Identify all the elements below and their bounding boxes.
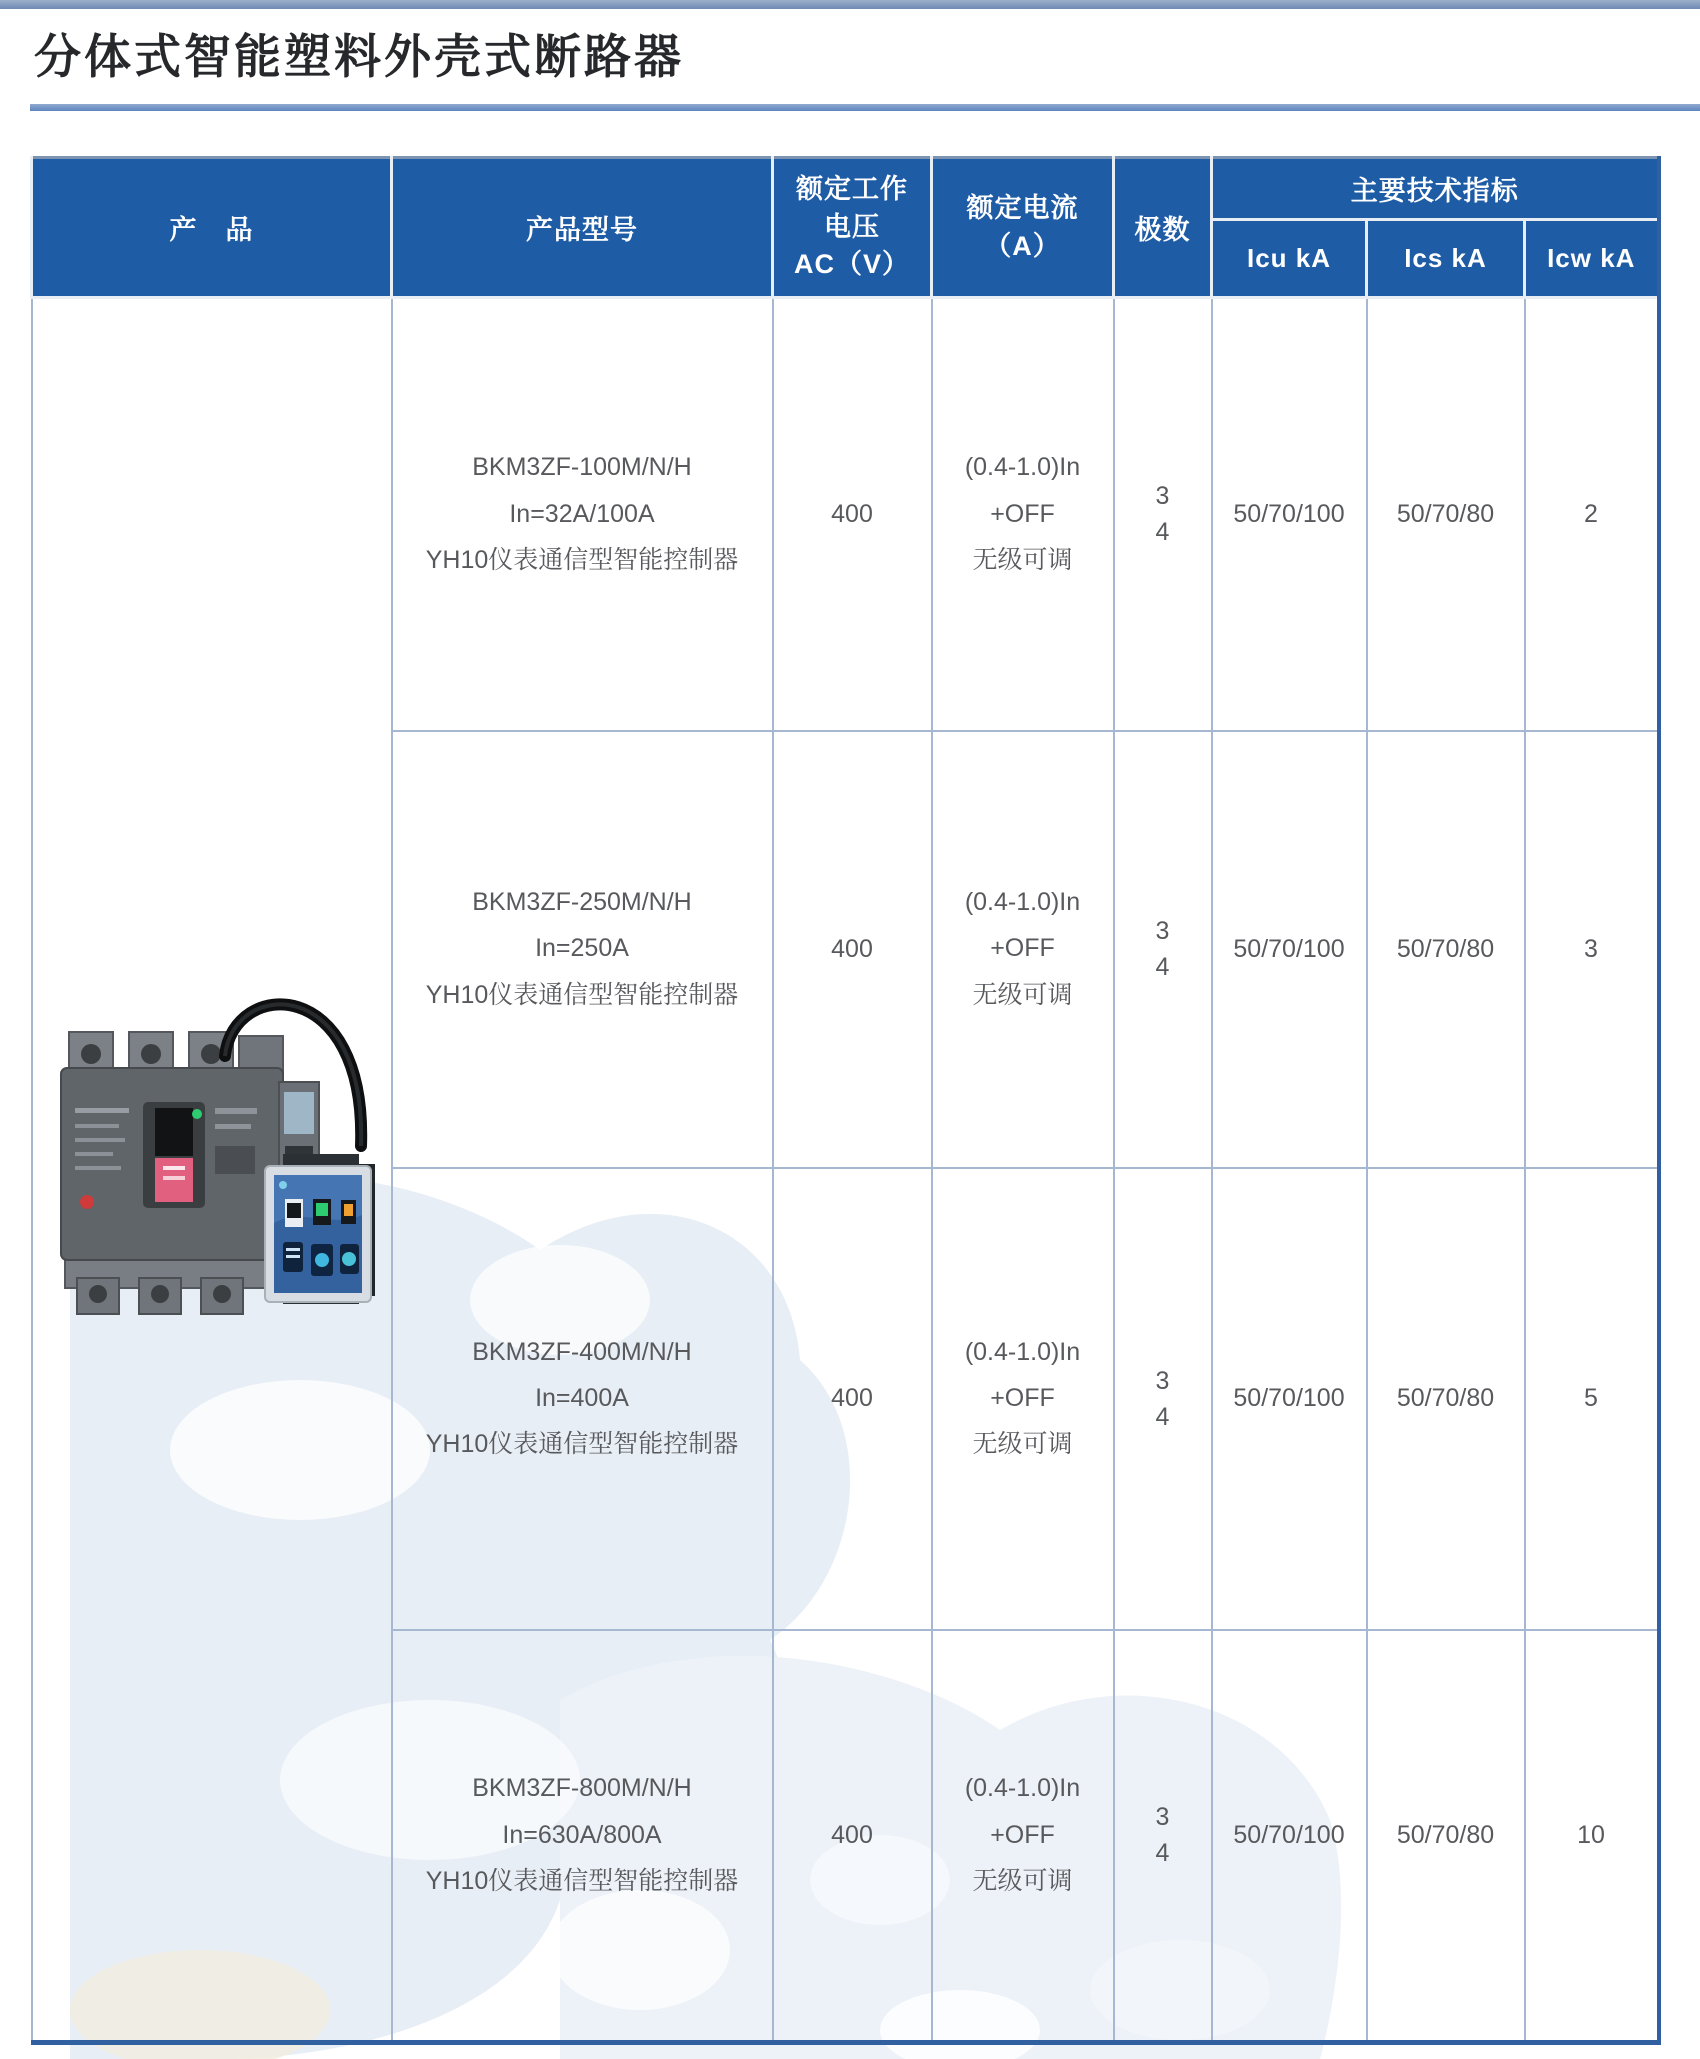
product-photo-mccb-with-controller xyxy=(47,996,377,1336)
current-header-line: （A） xyxy=(984,230,1061,261)
current-line: 无级可调 xyxy=(972,980,1073,1009)
model-line: In=400A xyxy=(535,1383,629,1412)
product-image-cell xyxy=(32,298,392,2043)
icu-cell: 50/70/100 xyxy=(1212,298,1367,731)
col-header-model: 产品型号 xyxy=(392,158,773,298)
col-header-product: 产 品 xyxy=(32,158,392,298)
model-line: In=630A/800A xyxy=(502,1820,662,1849)
voltage-cell: 400 xyxy=(773,1168,932,1630)
icu-cell: 50/70/100 xyxy=(1212,1168,1367,1630)
col-header-current xyxy=(932,158,1114,298)
current-header-line: 额定电流 xyxy=(966,192,1079,223)
current-cell xyxy=(932,298,1114,731)
current-cell xyxy=(932,1630,1114,2043)
icu-cell: 50/70/100 xyxy=(1212,731,1367,1168)
poles-line: 3 xyxy=(1155,917,1170,945)
current-cell xyxy=(932,731,1114,1168)
poles-cell xyxy=(1114,298,1212,731)
poles-line: 4 xyxy=(1155,953,1170,981)
model-cell xyxy=(392,1630,773,2043)
smart-controller xyxy=(265,1154,375,1304)
col-header-icw: Icw kA xyxy=(1525,220,1659,298)
model-line: YH10仪表通信型智能控制器 xyxy=(425,980,739,1009)
poles-line: 4 xyxy=(1155,518,1170,547)
model-cell xyxy=(392,731,773,1168)
poles-line: 3 xyxy=(1155,482,1170,511)
ics-cell: 50/70/80 xyxy=(1367,731,1525,1168)
voltage-cell: 400 xyxy=(773,298,932,731)
poles-cell xyxy=(1114,1630,1212,2043)
current-line: 无级可调 xyxy=(972,545,1073,574)
current-line: +OFF xyxy=(990,1820,1055,1849)
col-header-tech-group: 主要技术指标 xyxy=(1212,158,1659,220)
model-line: In=32A/100A xyxy=(509,499,655,528)
table-body xyxy=(32,298,1659,2043)
model-cell xyxy=(392,1168,773,1630)
current-line: 无级可调 xyxy=(972,1430,1073,1459)
poles-line: 3 xyxy=(1155,1803,1170,1832)
ics-cell: 50/70/80 xyxy=(1367,1168,1525,1630)
icw-cell: 3 xyxy=(1525,731,1659,1168)
col-header-voltage xyxy=(773,158,932,298)
col-header-ics: Ics kA xyxy=(1367,220,1525,298)
ics-cell: 50/70/80 xyxy=(1367,1630,1525,2043)
ics-cell: 50/70/80 xyxy=(1367,298,1525,731)
current-line: +OFF xyxy=(990,499,1055,528)
current-cell xyxy=(932,1168,1114,1630)
model-line: BKM3ZF-400M/N/H xyxy=(472,1337,692,1366)
model-line: YH10仪表通信型智能控制器 xyxy=(425,545,739,574)
model-cell xyxy=(392,298,773,731)
model-line: BKM3ZF-100M/N/H xyxy=(472,453,692,482)
poles-cell xyxy=(1114,1168,1212,1630)
icw-cell: 10 xyxy=(1525,1630,1659,2043)
col-header-icu: Icu kA xyxy=(1212,220,1367,298)
icw-cell: 5 xyxy=(1525,1168,1659,1630)
icw-cell: 2 xyxy=(1525,298,1659,731)
model-line: BKM3ZF-800M/N/H xyxy=(472,1774,692,1803)
current-line: (0.4-1.0)In xyxy=(964,1337,1081,1366)
current-line: (0.4-1.0)In xyxy=(964,1774,1081,1803)
model-line: YH10仪表通信型智能控制器 xyxy=(425,1430,739,1459)
voltage-cell: 400 xyxy=(773,1630,932,2043)
voltage-header-line: 电压 xyxy=(824,211,880,242)
poles-line: 4 xyxy=(1155,1402,1170,1431)
poles-cell xyxy=(1114,731,1212,1168)
poles-line: 4 xyxy=(1155,1839,1170,1868)
table-header xyxy=(32,158,1659,298)
voltage-header-line: 额定工作 xyxy=(796,173,908,204)
icu-cell: 50/70/100 xyxy=(1212,1630,1367,2043)
model-line: In=250A xyxy=(535,934,629,963)
table-row xyxy=(32,298,1659,731)
current-line: (0.4-1.0)In xyxy=(964,888,1081,917)
header-row-group xyxy=(32,158,1659,220)
product-spec-table xyxy=(30,156,1661,2045)
current-line: +OFF xyxy=(990,934,1055,963)
col-header-poles: 极数 xyxy=(1114,158,1212,298)
poles-line: 3 xyxy=(1155,1366,1170,1395)
voltage-cell: 400 xyxy=(773,731,932,1168)
model-line: BKM3ZF-250M/N/H xyxy=(472,888,692,917)
current-line: +OFF xyxy=(990,1383,1055,1412)
current-line: (0.4-1.0)In xyxy=(964,453,1081,482)
page-title: 分体式智能塑料外壳式断路器 xyxy=(34,30,684,83)
voltage-header-line: AC（V） xyxy=(793,249,910,280)
current-line: 无级可调 xyxy=(972,1866,1073,1895)
model-line: YH10仪表通信型智能控制器 xyxy=(425,1866,739,1895)
